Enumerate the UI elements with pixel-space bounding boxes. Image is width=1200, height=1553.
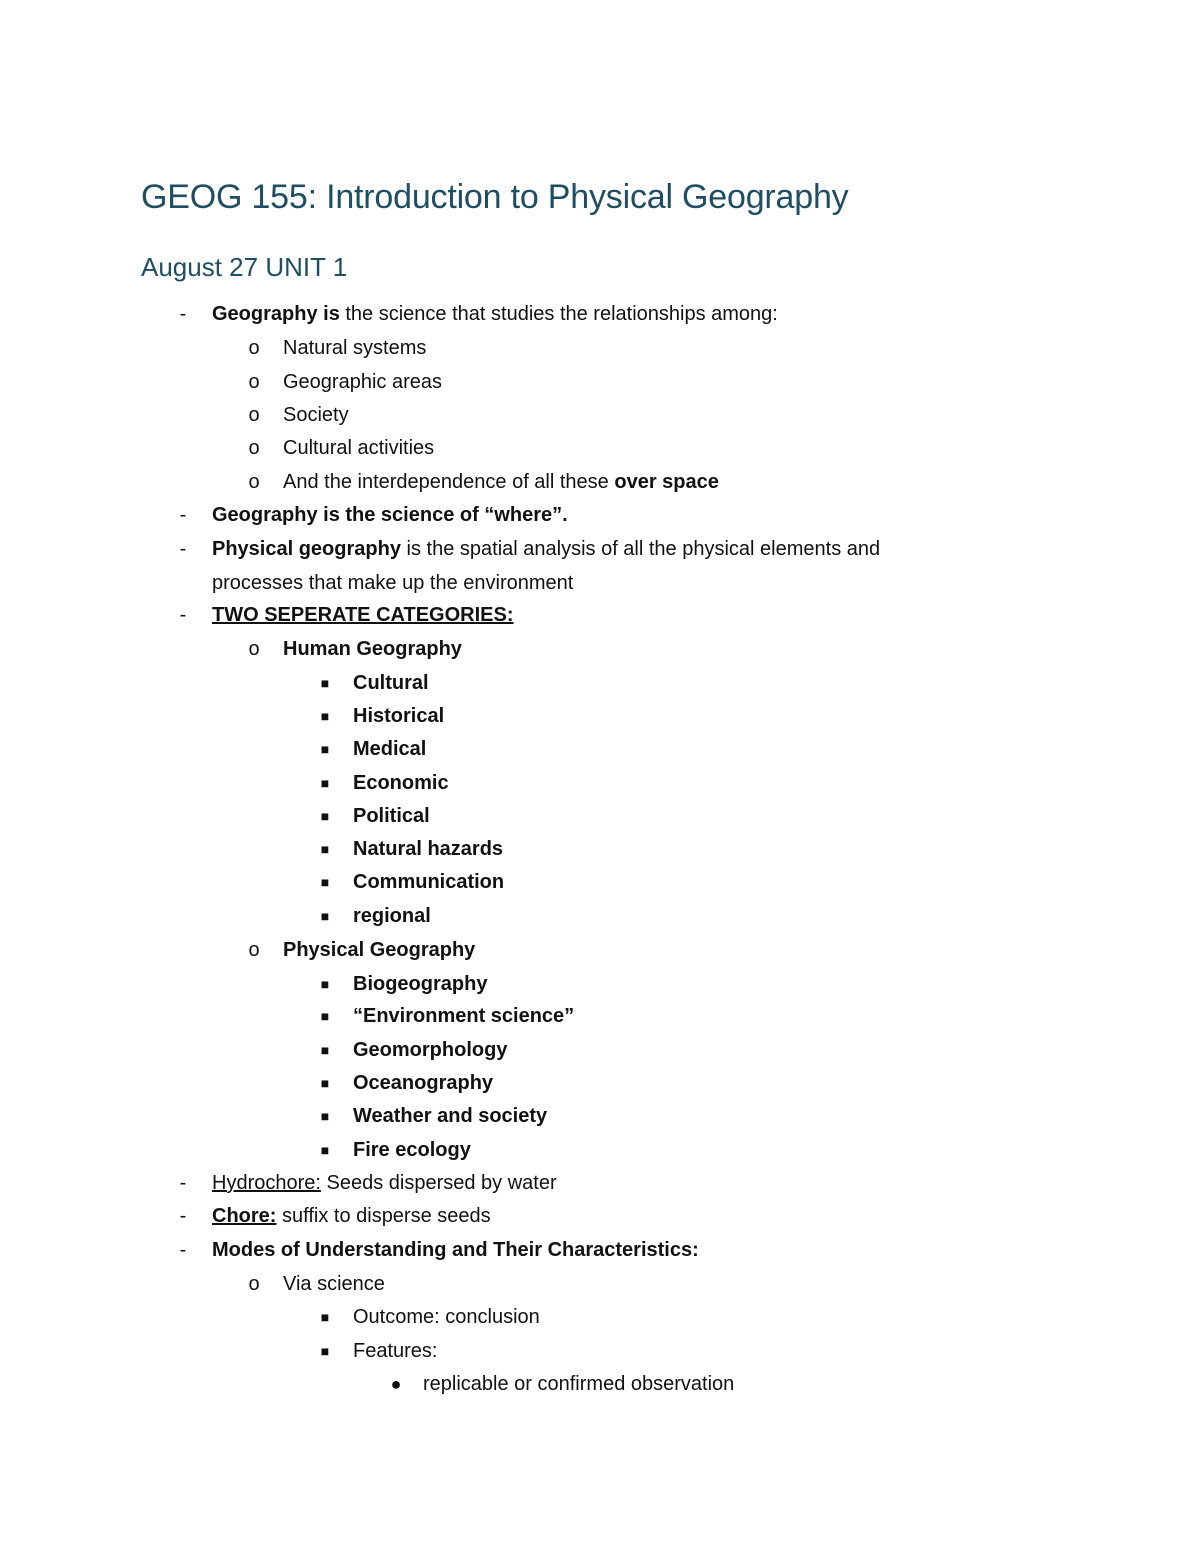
page-title: GEOG 155: Introduction to Physical Geography [141,178,849,216]
list-item: o Natural systems [283,331,426,365]
list-item: ■ Political [353,799,430,833]
list-item-continuation: processes that make up the environment [212,572,574,594]
list-item: ■ Features: [353,1334,437,1368]
circle-bullet: o [248,1273,260,1295]
square-bullet: ■ [320,675,330,691]
circle-bullet: o [248,437,260,459]
circle-bullet: o [248,471,260,493]
dash-bullet: - [179,604,187,626]
list-item: o Geographic areas [283,365,442,399]
square-bullet: ■ [320,808,330,824]
square-bullet: ■ [320,1343,330,1359]
list-item: - Hydrochore: Seeds dispersed by water [212,1166,557,1200]
circle-bullet: o [248,638,260,660]
square-bullet: ■ [320,874,330,890]
square-bullet: ■ [320,1075,330,1091]
square-bullet: ■ [320,976,330,992]
list-item: ■ Communication [353,865,504,899]
list-item: o Via science [283,1267,385,1301]
circle-bullet: o [248,939,260,961]
list-item: - Modes of Understanding and Their Characteristics: [212,1233,699,1267]
square-bullet: ■ [320,1309,330,1325]
list-item: - TWO SEPERATE CATEGORIES: [212,598,514,632]
list-item: ■ Natural hazards [353,832,503,866]
list-item: o Human Geography [283,632,462,666]
list-item: o Physical Geography [283,933,475,967]
dash-bullet: - [179,504,187,526]
square-bullet: ■ [320,741,330,757]
list-item: ■ Fire ecology [353,1133,471,1167]
square-bullet: ■ [320,775,330,791]
section-heading: August 27 UNIT 1 [141,252,348,282]
dash-bullet: - [179,303,187,325]
dash-bullet: - [179,1205,187,1227]
list-item: o Society [283,398,349,432]
list-item: ■ Historical [353,699,444,733]
list-item: ■ Cultural [353,666,429,700]
list-item: - Geography is the science of “where”. [212,498,568,532]
list-item: ● replicable or confirmed observation [423,1367,734,1401]
list-item: o Cultural activities [283,431,434,465]
list-item: - Chore: suffix to disperse seeds [212,1199,491,1233]
square-bullet: ■ [320,1142,330,1158]
square-bullet: ■ [320,1042,330,1058]
dash-bullet: - [179,1239,187,1261]
square-bullet: ■ [320,841,330,857]
circle-bullet: o [248,404,260,426]
list-item: ■ Oceanography [353,1066,493,1100]
list-item: ■ “Environment science” [353,999,574,1033]
square-bullet: ■ [320,1008,330,1024]
square-bullet: ■ [320,708,330,724]
list-item: - Physical geography is the spatial analysis of all the physical elements and [212,532,880,566]
square-bullet: ■ [320,908,330,924]
list-item: ■ Medical [353,732,426,766]
square-bullet: ■ [320,1108,330,1124]
list-item: ■ Geomorphology [353,1033,507,1067]
list-item: o And the interdependence of all these over space [283,465,719,499]
list-item: - Geography is the science that studies the relationships among: [212,297,778,331]
dash-bullet: - [179,1172,187,1194]
list-item: ■ Weather and society [353,1099,547,1133]
list-item: ■ regional [353,899,431,933]
list-item: ■ Outcome: conclusion [353,1300,540,1334]
dash-bullet: - [179,538,187,560]
circle-bullet: o [248,371,260,393]
list-item: ■ Economic [353,766,449,800]
dot-bullet: ● [390,1374,402,1394]
list-item: ■ Biogeography [353,967,487,1001]
circle-bullet: o [248,337,260,359]
